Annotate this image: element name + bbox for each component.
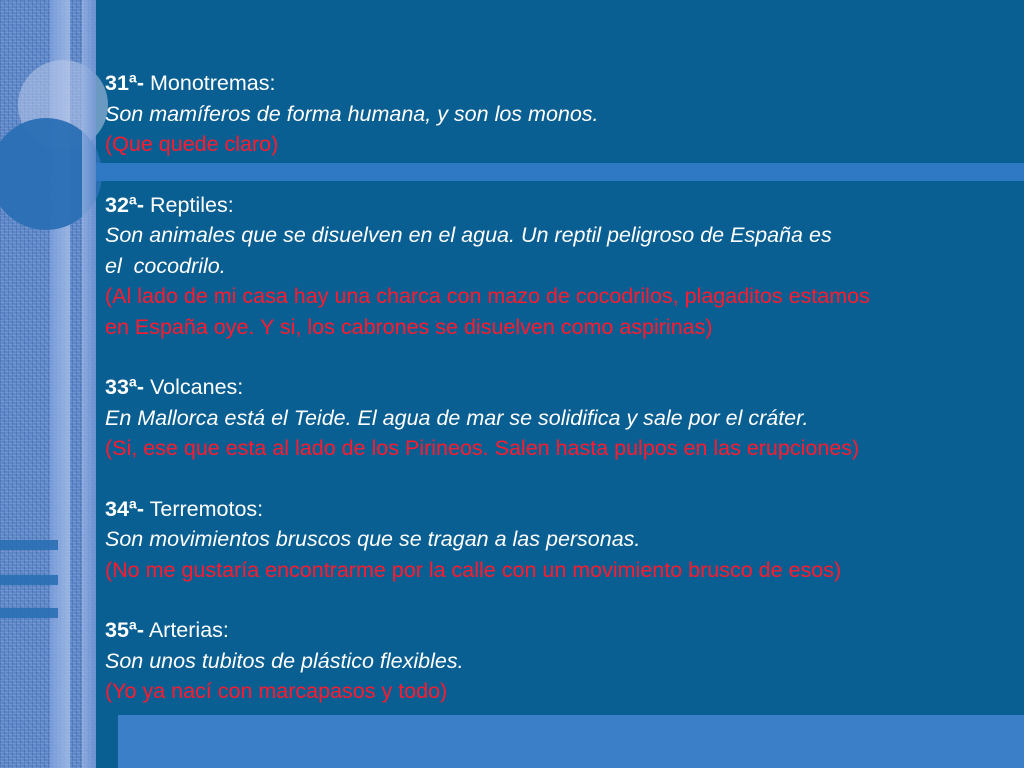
entry-number: 33ª- xyxy=(105,375,145,399)
entry-number: 32ª- xyxy=(105,192,145,217)
entry-number: 34ª- xyxy=(105,496,145,521)
entry-title: Arterias: xyxy=(144,618,229,642)
decorative-bottom-band xyxy=(118,715,1024,768)
entry-heading xyxy=(105,190,1020,221)
entry-33 xyxy=(105,372,1020,464)
entry-heading xyxy=(105,372,1020,403)
entry-31 xyxy=(105,68,1020,160)
entry-description: Son animales que se disuelven en el agua. Un reptil peligroso de España es xyxy=(105,223,832,247)
slide-text xyxy=(105,68,1020,707)
entry-note: en España oye. Y si, los cabrones se disuelven como aspirinas) xyxy=(105,314,713,339)
entry-note: (Al lado de mi casa hay una charca con mazo de cocodrilos, plagaditos estamos xyxy=(105,284,870,308)
decorative-horizontal-bar xyxy=(0,608,58,618)
entry-title: Reptiles: xyxy=(144,192,234,217)
entry-note: (No me gustaría encontrarme por la calle con un movimiento brusco de esos) xyxy=(105,557,842,582)
entry-note: (Yo ya nací con marcapasos y todo) xyxy=(105,679,448,703)
entry-34 xyxy=(105,494,1020,586)
entry-description: Son mamíferos de forma humana, y son los monos. xyxy=(105,101,599,126)
entry-title: Monotremas: xyxy=(144,71,276,95)
entry-35 xyxy=(105,615,1020,707)
entry-description: En Mallorca está el Teide. El agua de mar se solidifica y sale por el cráter. xyxy=(105,405,809,430)
entry-number: 35ª- xyxy=(105,618,145,642)
entry-description: Son unos tubitos de plástico flexibles. xyxy=(105,648,464,673)
decorative-horizontal-bar xyxy=(0,540,58,550)
entry-description: Son movimientos bruscos que se tragan a las personas. xyxy=(105,527,641,551)
entry-title: Terremotos: xyxy=(144,496,264,521)
entry-heading xyxy=(105,494,1020,525)
entry-32 xyxy=(105,190,1020,343)
entry-note: (Que quede claro) xyxy=(105,132,279,156)
entry-note: (Si, ese que esta al lado de los Pirineos. Salen hasta pulpos en las erupciones) xyxy=(105,436,860,460)
entry-heading xyxy=(105,615,1020,646)
decorative-texture-edge xyxy=(82,0,96,768)
entry-heading xyxy=(105,68,1020,99)
decorative-horizontal-bar xyxy=(0,575,58,585)
entry-title: Volcanes: xyxy=(144,375,244,399)
entry-description: el cocodrilo. xyxy=(105,253,226,278)
entry-number: 31ª- xyxy=(105,71,145,95)
